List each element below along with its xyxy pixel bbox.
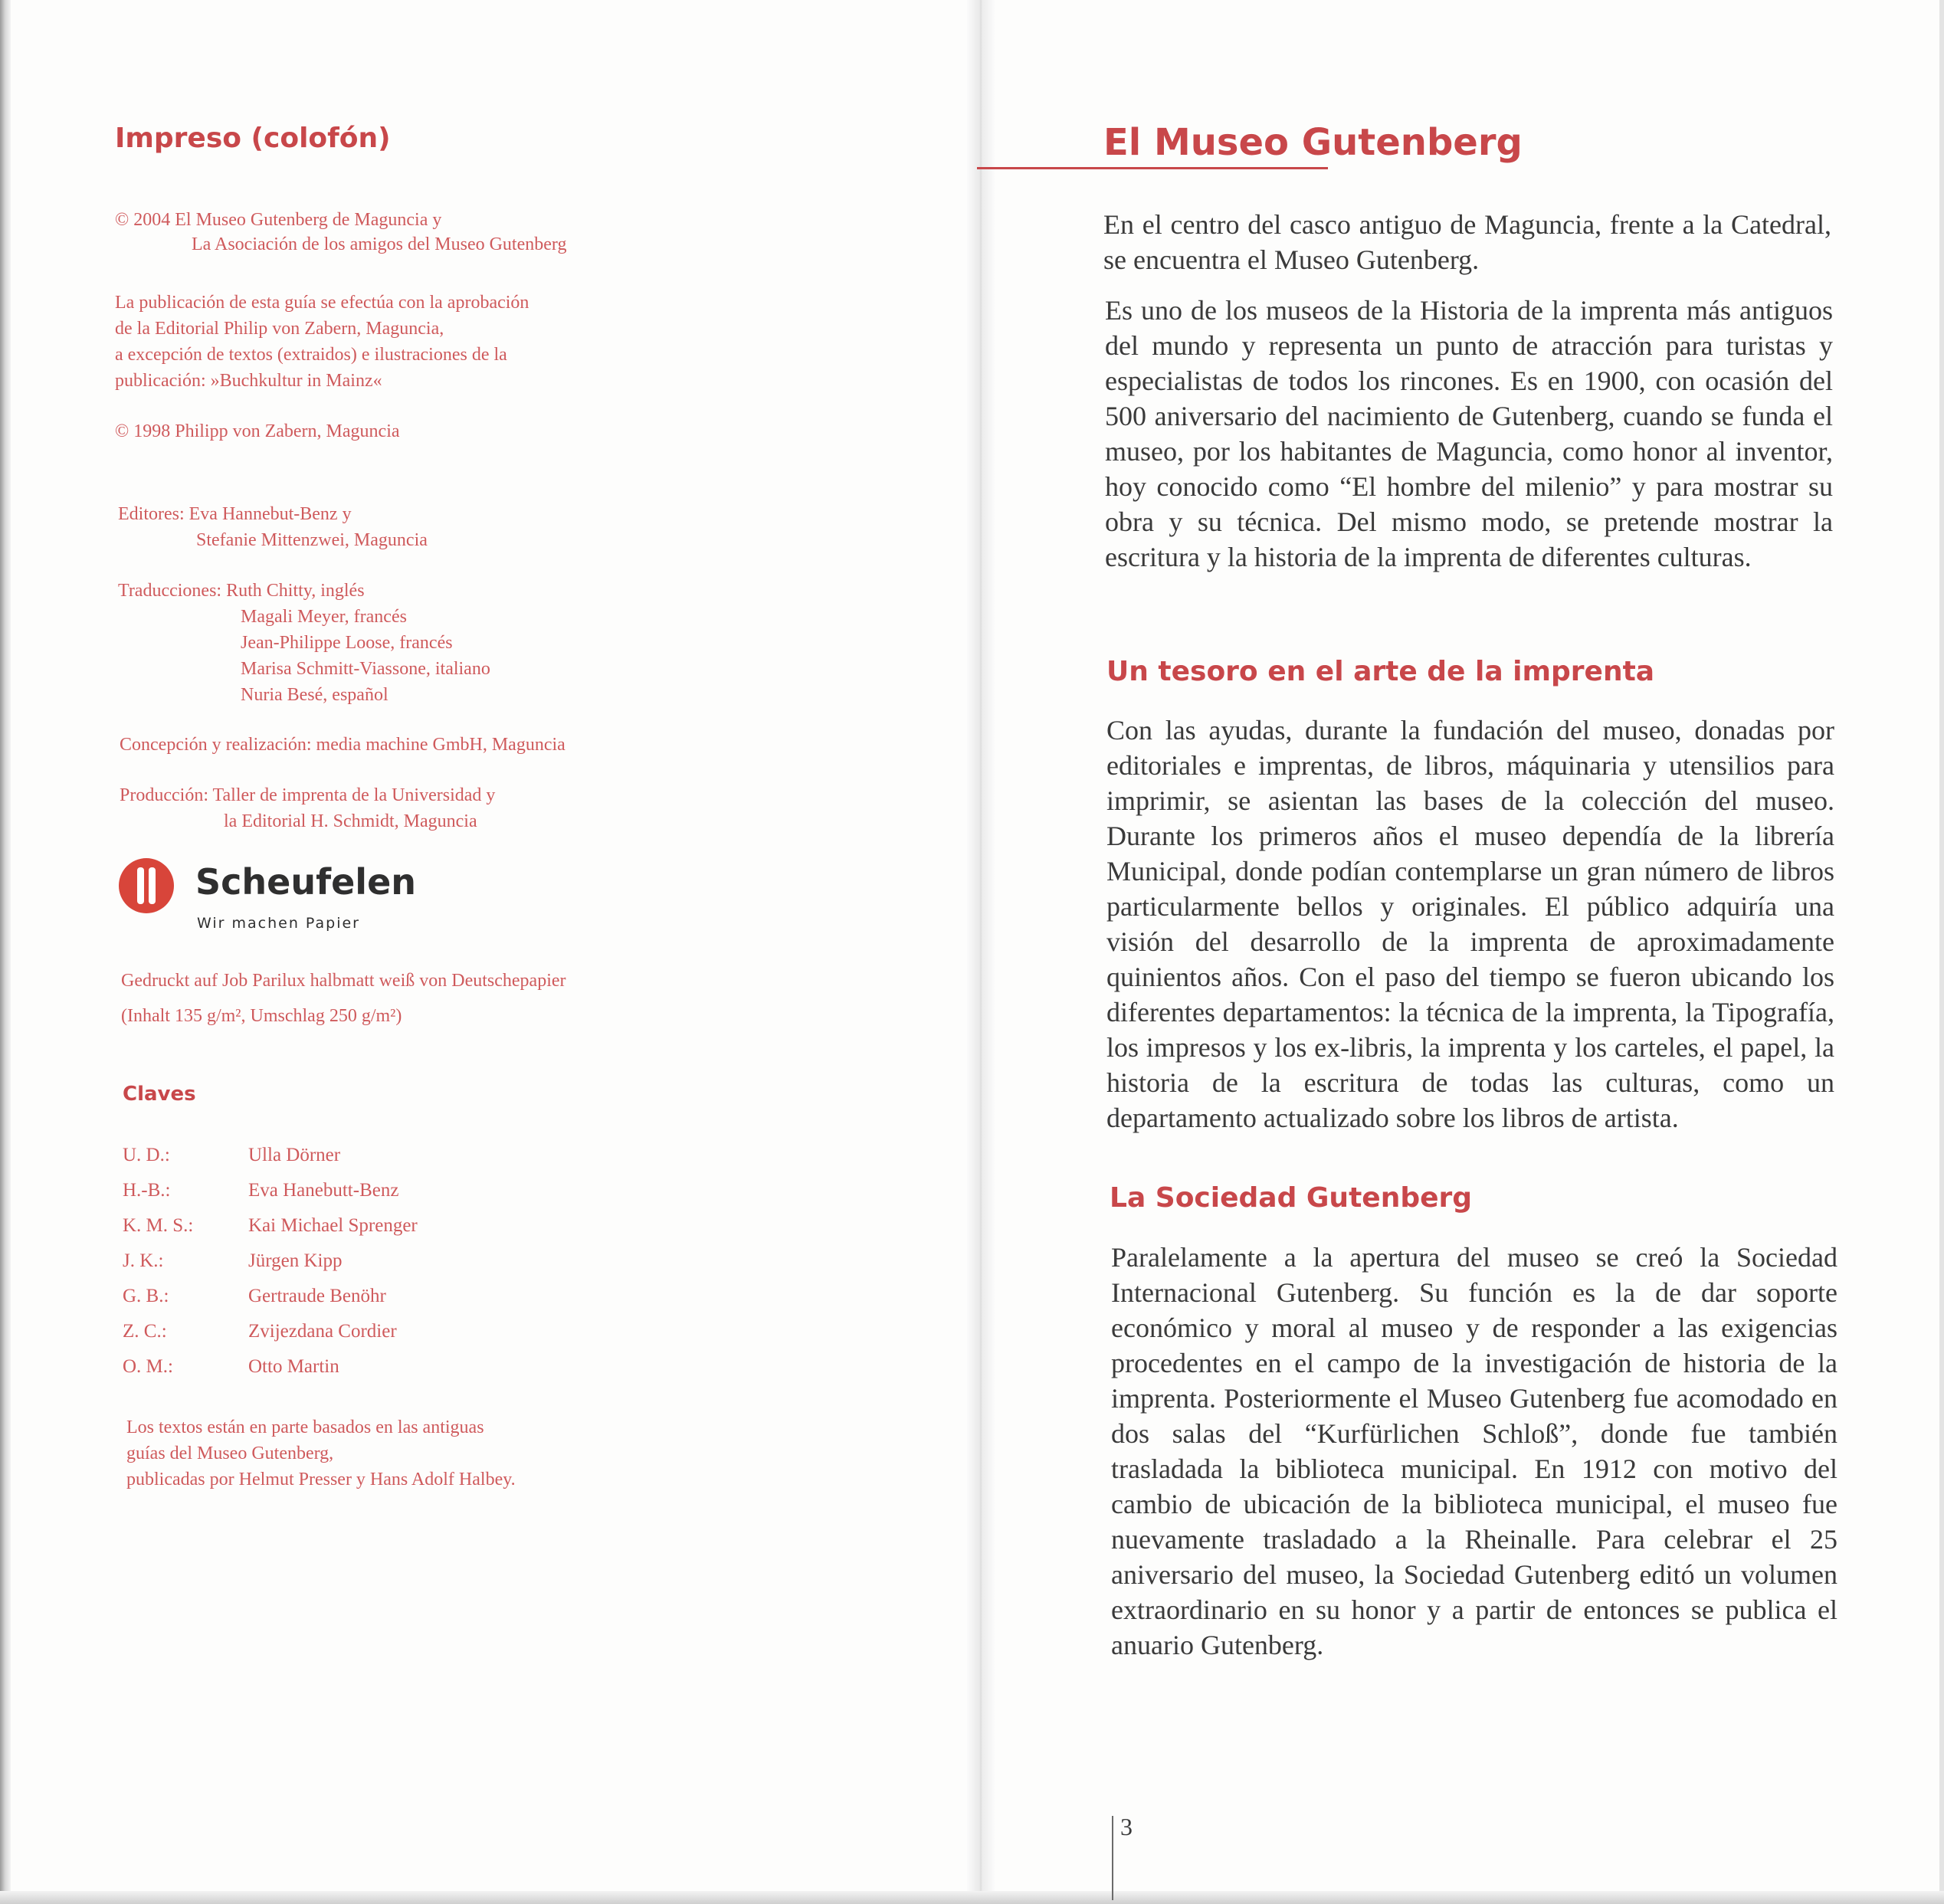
clave-key: O. M.: — [123, 1356, 173, 1377]
printed-on-line2: (Inhalt 135 g/m², Umschlag 250 g/m²) — [121, 1006, 402, 1026]
page-edge-left — [0, 0, 11, 1904]
book-gutter — [967, 0, 995, 1904]
clave-key: J. K.: — [123, 1250, 164, 1271]
logo-tagline: Wir machen Papier — [197, 915, 360, 932]
page-number: 3 — [1120, 1813, 1133, 1840]
editors-line2: Stefanie Mittenzwei, Maguncia — [196, 530, 428, 550]
section-paragraph-sociedad: Paralelamente a la apertura del museo se creó la Sociedad Internacional Gutenberg. Su función es la de dar soporte económico y moral al museo y de responder a las exigencias procedentes en el campo de la investigación de historia de la imprenta. Posteriormente el Museo Gutenberg fue acomodado en dos salas del “Kurfürlichen Schloß”, donde fue también trasladada la biblioteca municipal. En 1912 con motivo del cambio de ubicación de la biblioteca municipal, el museo fue nuevamente trasladado a la Rheinalle. Para celebrar el 25 aniversario del museo, la Sociedad Gutenberg editó un volumen extraordinario en su honor y a partir de entonces se publica el anuario Gutenberg. — [1111, 1242, 1837, 1660]
claves-title: Claves — [123, 1083, 196, 1106]
sources-note-line1: Los textos están en parte basados en las antiguas — [126, 1417, 484, 1437]
section-title-sociedad: La Sociedad Gutenberg — [1110, 1182, 1473, 1214]
translator-4: Marisa Schmitt-Viassone, italiano — [241, 659, 490, 679]
concept-line: Concepción y realización: media machine GmbH, Maguncia — [120, 735, 565, 755]
title-underline — [977, 167, 1328, 169]
clave-key: K. M. S.: — [123, 1215, 194, 1236]
page-title: El Museo Gutenberg — [1103, 121, 1523, 164]
copyright-2004-line2: La Asociación de los amigos del Museo Gutenberg — [192, 234, 567, 254]
intro-paragraph-1: En el centro del casco antiguo de Maguncia, frente a la Catedral, se encuentra el Museo Gutenberg. — [1103, 209, 1831, 275]
production-line2: la Editorial H. Schmidt, Maguncia — [224, 811, 477, 831]
scheufelen-logo-icon — [119, 858, 174, 913]
clave-key: G. B.: — [123, 1286, 169, 1306]
publication-note-line4: publicación: »Buchkultur in Mainz« — [115, 371, 382, 391]
clave-name: Eva Hanebutt-Benz — [248, 1180, 399, 1201]
clave-name: Kai Michael Sprenger — [248, 1215, 418, 1236]
publication-note-line3: a excepción de textos (extraidos) e ilustraciones de la — [115, 345, 507, 365]
copyright-2004-line1: © 2004 El Museo Gutenberg de Maguncia y — [115, 210, 442, 230]
printed-on-line1: Gedruckt auf Job Parilux halbmatt weiß von Deutschepapier — [121, 971, 566, 991]
colophon-title: Impreso (colofón) — [115, 123, 391, 154]
clave-name: Jürgen Kipp — [248, 1250, 343, 1271]
clave-name: Gertraude Benöhr — [248, 1286, 386, 1306]
translations-line1: Traducciones: Ruth Chitty, inglés — [118, 581, 365, 601]
production-line1: Producción: Taller de imprenta de la Universidad y — [120, 785, 496, 805]
clave-name: Otto Martin — [248, 1356, 339, 1377]
clave-key: Z. C.: — [123, 1321, 167, 1342]
page-edge-bottom — [0, 1891, 1944, 1904]
section-paragraph-tesoro: Con las ayudas, durante la fundación del museo, donadas por editoriales e imprentas, de libros, máquinaria y utensilios para imprimir, se asientan las bases de la colección del museo. Durante los primeros años el museo dependía de la librería Municipal, donde podían contemplarse un gran número de libros particularmente bellos y originales. El público adquiría una visión del desarrollo de la imprenta de aproximadamente quinientos años. Con el paso del tiempo se fueron ubicando los diferentes departamentos: la técnica de la imprenta, la Tipografía, los impresos y los ex-libris, la imprenta y los carteles, el papel, la historia de la escritura de todas las culturas, como un departamento actualizado sobre los libros de artista. — [1106, 715, 1834, 1133]
clave-key: H.-B.: — [123, 1180, 171, 1201]
publication-note-line1: La publicación de esta guía se efectúa con la aprobación — [115, 293, 529, 313]
editors-line1: Editores: Eva Hannebut-Benz y — [118, 504, 352, 524]
clave-key: U. D.: — [123, 1145, 170, 1165]
clave-name: Zvijezdana Cordier — [248, 1321, 397, 1342]
publication-note-line2: de la Editorial Philip von Zabern, Maguncia, — [115, 319, 444, 339]
intro-paragraph-2: Es uno de los museos de la Historia de la imprenta más antiguos del mundo y representa un punto de atracción para turistas y especialistas de todos los rincones. Es en 1900, con ocasión del 500 aniversario del nacimiento de Gutenberg, cuando se funda el museo, por los habitantes de Maguncia, como honor al inventor, hoy conocido como “El hombre del milenio” y para mostrar su obra y su técnica. Del mismo modo, se pretende mostrar la escritura y la historia de la imprenta de diferentes culturas. — [1105, 295, 1833, 572]
translator-3: Jean-Philippe Loose, francés — [241, 633, 453, 653]
translator-5: Nuria Besé, español — [241, 685, 388, 705]
logo-name: Scheufelen — [195, 861, 417, 903]
clave-name: Ulla Dörner — [248, 1145, 341, 1165]
sources-note-line3: publicadas por Helmut Presser y Hans Adolf Halbey. — [126, 1470, 516, 1489]
sources-note-line2: guías del Museo Gutenberg, — [126, 1444, 334, 1463]
page-edge-right — [1939, 0, 1944, 1904]
translator-2: Magali Meyer, francés — [241, 607, 407, 627]
scheufelen-logo — [119, 858, 441, 942]
section-title-tesoro: Un tesoro en el arte de la imprenta — [1106, 656, 1655, 687]
page-number-rule — [1112, 1816, 1113, 1900]
copyright-1998: © 1998 Philipp von Zabern, Maguncia — [115, 421, 400, 441]
